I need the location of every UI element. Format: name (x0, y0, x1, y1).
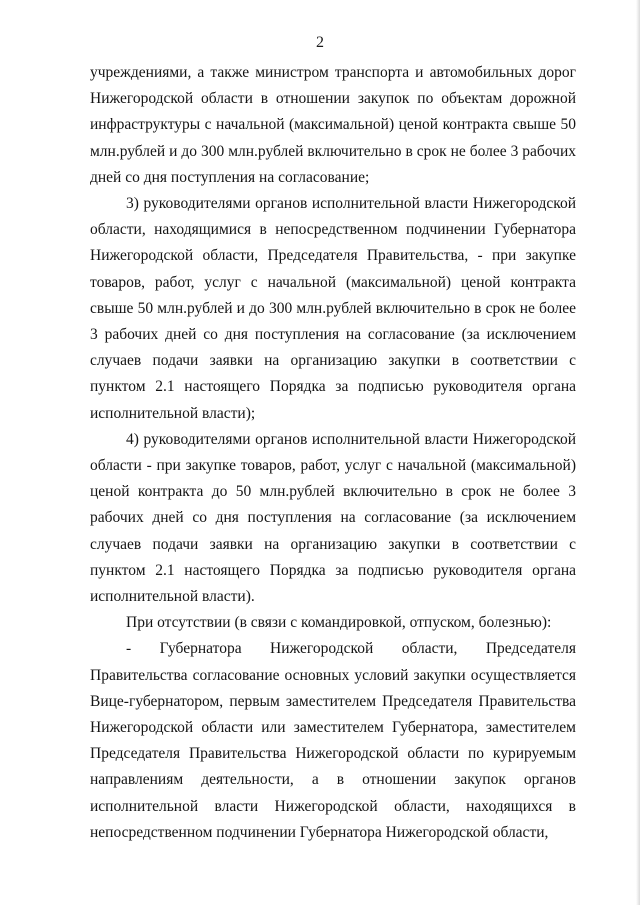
paragraph-item-3: 3) руководителями органов исполнительной власти Нижегородской области, находящимися в непосредственном подчинении Губернатора Нижегородской области, Председателя Правительства, - при закупке товаров, работ, услуг с начальной (максимальной) ценой контракта свыше 50 млн.рублей и до 300 млн.рублей включительно в срок не более 3 рабочих дней со дня поступления на согласование (за исключением случаев подачи заявки на организацию закупки в соответствии с пунктом 2.1 настоящего Порядка за подписью руководителя органа исполнительной власти); (90, 195, 576, 422)
paragraph-continuation: учреждениями, а также министром транспорта и автомобильных дорог Нижегородской области в отношении закупок по объектам дорожной инфраструктуры с начальной (максимальной) ценой контракта свыше 50 млн.рублей и до 300 млн.рублей включительно в срок не более 3 рабочих дней со дня поступления на согласование; (90, 64, 576, 186)
document-body (90, 60, 576, 846)
paragraph-item-4: 4) руководителями органов исполнительной власти Нижегородской области - при закупке товаров, работ, услуг с начальной (максимальной) ценой контракта до 50 млн.рублей включительно в срок не более 3 рабочих дней со дня поступления на согласование (за исключением случаев подачи заявки на организацию закупки в соответствии с пунктом 2.1 настоящего Порядка за подписью руководителя органа исполнительной власти). (90, 430, 576, 606)
page-number: 2 (316, 34, 324, 51)
paragraph-absence-intro: При отсутствии (в связи с командировкой, отпуском, болезнью): (126, 614, 552, 632)
paragraph-governor-absence: - Губернатора Нижегородской области, Председателя Правительства согласование основных условий закупки осуществляется Вице-губернатором, первым заместителем Председателя Правительства Нижегородской области или заместителем Губернатора, заместителем Председателя Правительства Нижегородской области по курируемым направлениям деятельности, а в отношении закупок органов исполнительной власти Нижегородской области, находящихся в непосредственном подчинении Губернатора Нижегородской области, (90, 640, 576, 841)
scan-edge-shadow (636, 0, 640, 905)
